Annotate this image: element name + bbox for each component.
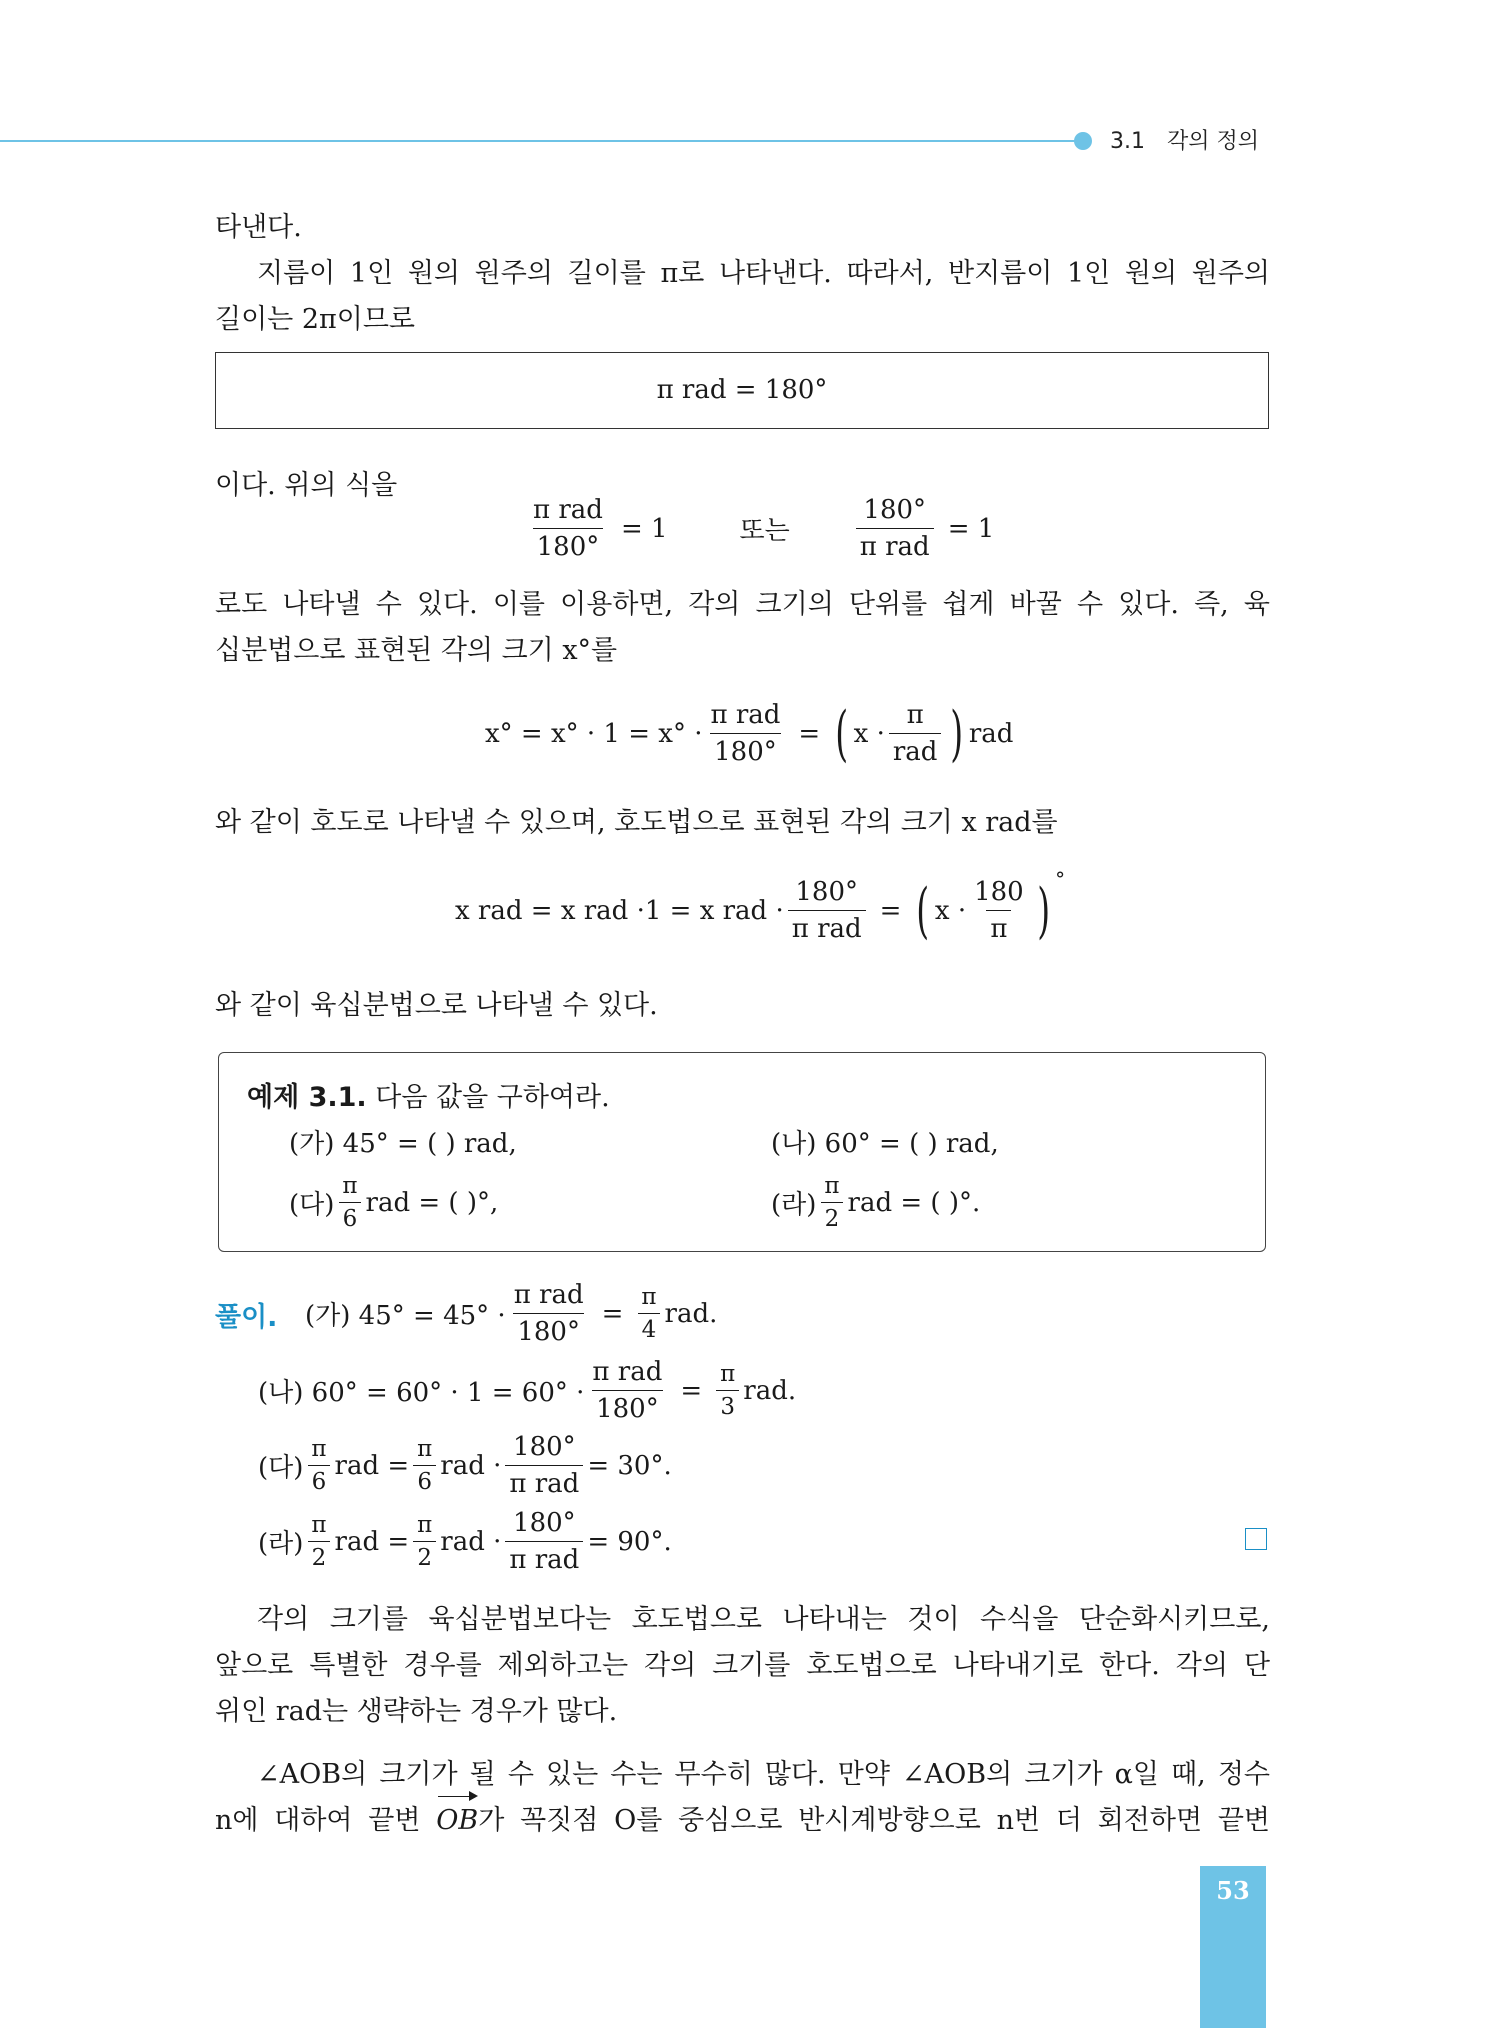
text-line: 각의 크기를 육십분법보다는 호도법으로 나타내는 것이 수식을 단순화시키므로,	[257, 1604, 1270, 1635]
vector-ob: OB	[436, 1798, 478, 1844]
page-number: 53	[1216, 1876, 1250, 1905]
header-dot	[1074, 132, 1092, 150]
equation-rad-to-deg: x rad = x rad ·1 = x rad · $\frac{180^\circ}{\text{π rad}}$ = ( x · $\frac{180}{\pi}$ ) °	[455, 866, 1066, 946]
solution-line-a: (가) 45° = 45° · $\frac{\text{π rad}}{180^\circ}$ = $\frac{\pi}{4}$ rad.	[305, 1280, 718, 1347]
fraction: $\frac{\text{π rad}}{180^\circ}$	[710, 700, 781, 767]
fraction: $\frac{\pi}{6}$	[413, 1436, 436, 1495]
paragraph-p7	[215, 1752, 1270, 1844]
solution-line-d: (라) $\frac{\pi}{2}$ rad = $\frac{\pi}{2}$ rad · $\frac{180^\circ}{\text{π rad}}$ = 90°.	[258, 1508, 672, 1575]
fraction: $\frac{\text{π rad}}{180^\circ}$	[513, 1280, 584, 1347]
example-item-c: (다) $\frac{\pi}{6}$ rad = ( )°,	[289, 1173, 499, 1232]
text-line: 와 같이 호도로 나타낼 수 있으며, 호도법으로 표현된 각의 크기 x rad를	[215, 807, 1058, 838]
text-line: 타낸다.	[215, 212, 302, 243]
paragraph-p3	[215, 582, 1270, 674]
equation-deg-to-rad: x° = x° · 1 = x° · $\frac{\text{π rad}}{180^\circ}$ = ( x · $\frac{\pi}{\text{rad}}$ ) rad	[485, 698, 1014, 769]
text-line: ∠AOB의 크기가 될 수 있는 수는 무수히 많다. 만약 ∠AOB의 크기가 α일 때, 정수	[257, 1759, 1270, 1790]
header-rule	[0, 140, 1082, 142]
fraction: $\frac{\text{π rad}}{180^\circ}$	[592, 1357, 663, 1424]
fraction: $\frac{\pi}{6}$	[338, 1173, 361, 1232]
text-line: 길이는 2π이므로	[215, 304, 415, 335]
solution-line-c: (다) $\frac{\pi}{6}$ rad = $\frac{\pi}{6}$ rad · $\frac{180^\circ}{\text{π rad}}$ = 30°.	[258, 1432, 672, 1499]
text-line: 로도 나타낼 수 있다. 이를 이용하면, 각의 크기의 단위를 쉽게 바꿀 수 있다. 즉, 육	[215, 589, 1270, 620]
text-line: n에 대하여 끝변 OB가 꼭짓점 O를 중심으로 반시계방향으로 n번 더 회전하면 끝변	[215, 1798, 1270, 1844]
fraction: $\frac{\pi}{4}$	[637, 1284, 660, 1343]
equation-pi-rad-180: π rad = 180°	[656, 375, 828, 405]
fraction: $\frac{\pi}{3}$	[716, 1361, 739, 1420]
fraction: $\frac{180^\circ}{\text{π rad}}$	[505, 1432, 583, 1499]
fraction: $\frac{180}{\pi}$	[974, 877, 1024, 944]
page-number-tab	[1200, 1866, 1266, 2028]
example-prompt: 다음 값을 구하여라.	[375, 1082, 610, 1113]
example-title	[247, 1075, 610, 1114]
fraction: $\frac{\text{π rad}}{180^\circ}$	[533, 495, 603, 562]
equation-unit-ratio: $\frac{\text{π rad}}{180^\circ}$ = 1 또는 $\frac{180^\circ}{\text{π rad}}$ = 1	[525, 495, 1004, 562]
running-header	[1110, 124, 1259, 155]
fraction: $\frac{180^\circ}{\text{π rad}}$	[856, 495, 934, 562]
section-title: 각의 정의	[1167, 129, 1260, 154]
fraction: $\frac{\pi}{2}$	[413, 1512, 436, 1571]
fraction: $\frac{\pi}{2}$	[820, 1173, 843, 1232]
fraction: $\frac{\pi}{\text{rad}}$	[889, 700, 942, 767]
fraction: $\frac{\pi}{2}$	[307, 1512, 330, 1571]
text-line: 와 같이 육십분법으로 나타낼 수 있다.	[215, 990, 658, 1021]
text-line: 이다. 위의 식을	[215, 470, 398, 501]
example-box	[218, 1052, 1266, 1252]
paragraph-p5	[215, 983, 1270, 1029]
solution-line-b: (나) 60° = 60° · 1 = 60° · $\frac{\text{π rad}}{180^\circ}$ = $\frac{\pi}{3}$ rad.	[258, 1357, 797, 1424]
qed-square-icon	[1245, 1528, 1267, 1550]
example-label: 예제 3.1.	[247, 1082, 367, 1113]
fraction: $\frac{180^\circ}{\text{π rad}}$	[505, 1508, 583, 1575]
paragraph-p6	[215, 1597, 1270, 1735]
fraction: $\frac{\pi}{6}$	[307, 1436, 330, 1495]
example-item-b: (나) 60° = ( ) rad,	[771, 1129, 999, 1159]
section-number: 3.1	[1110, 129, 1145, 154]
text-line: 지름이 1인 원의 원주의 길이를 π로 나타낸다. 따라서, 반지름이 1인 원의 원주의	[257, 258, 1270, 289]
example-item-a: (가) 45° = ( ) rad,	[289, 1129, 517, 1159]
fraction: $\frac{180^\circ}{\text{π rad}}$	[788, 877, 866, 944]
text-line: 앞으로 특별한 경우를 제외하고는 각의 크기를 호도법으로 나타내기로 한다. 각의 단	[215, 1650, 1270, 1681]
example-item-d: (라) $\frac{\pi}{2}$ rad = ( )°.	[771, 1173, 981, 1232]
paragraph-intro	[215, 205, 1270, 343]
boxed-equation	[215, 352, 1269, 429]
or-word: 또는	[739, 516, 790, 546]
text-line: 십분법으로 표현된 각의 크기 x°를	[215, 635, 618, 666]
solution-label: 풀이.	[215, 1302, 278, 1333]
paragraph-p4	[215, 800, 1270, 846]
text-line: 위인 rad는 생략하는 경우가 많다.	[215, 1696, 618, 1727]
